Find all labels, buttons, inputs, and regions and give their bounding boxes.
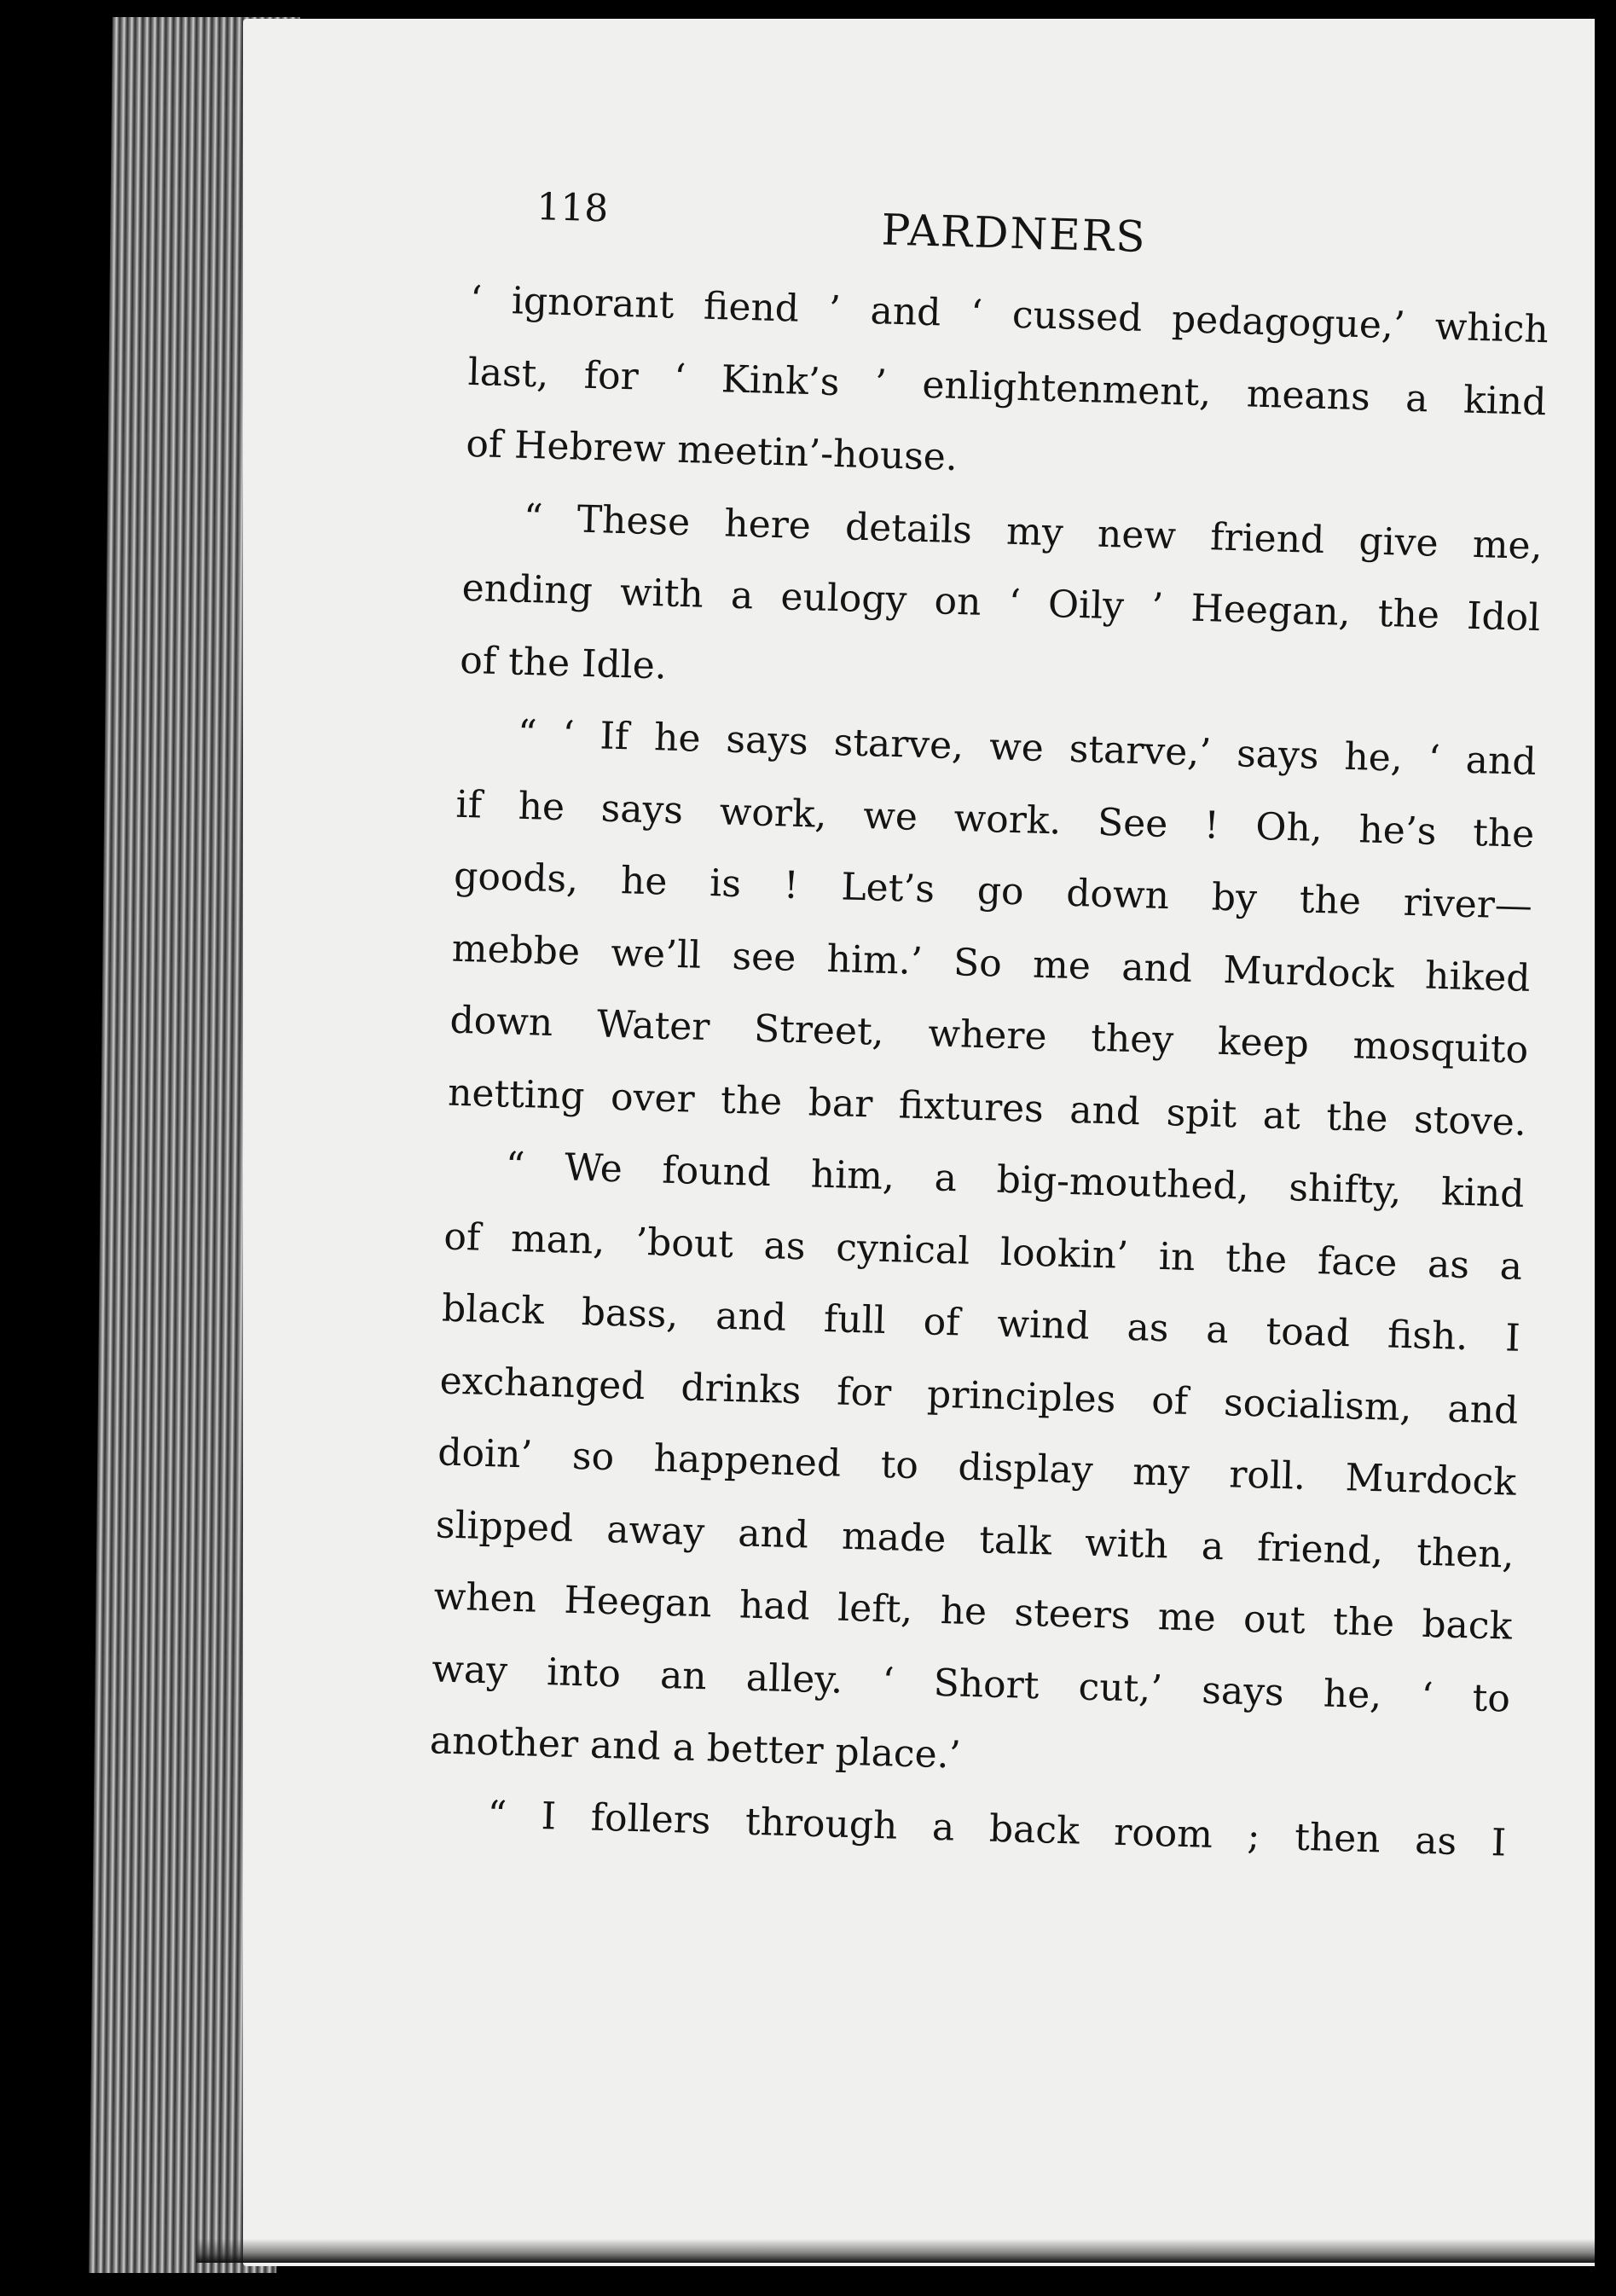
page-number: 118 (536, 185, 609, 231)
text-line: “ I follers through a back room ; then as I (486, 1792, 1507, 1865)
text-line: doin’ so happened to display my roll. Murdock (437, 1430, 1517, 1505)
paragraph (447, 697, 1538, 1159)
text-line: ‘ ignorant fiend ’ and ‘ cussed pedagogue,’ which (469, 277, 1549, 352)
text-line: “ ‘ If he says starve, we starve,’ says he, ‘ and (517, 711, 1538, 785)
text-line: slipped away and made talk with a friend, then, (435, 1502, 1515, 1577)
text-line: if he says work, we work. See ! Oh, he’s the (455, 782, 1535, 856)
text-line: netting over the bar fixtures and spit at the stove. (447, 1070, 1527, 1145)
text-line: last, for ‘ Kink’s ’ enlightenment, means a kind (467, 350, 1548, 424)
text-line: exchanged drinks for principles of socialism, and (439, 1358, 1520, 1433)
text-line: goods, he is ! Let’s go down by the river— (453, 854, 1533, 928)
page-text-block (426, 183, 1551, 1880)
text-line: of Hebrew meetin’-house. (465, 421, 959, 479)
text-line: of man, ’bout as cynical lookin’ in the face as a (443, 1215, 1523, 1289)
text-line: ending with a eulogy on ‘ Oily ’ Heegan, the Idol (461, 565, 1541, 641)
text-line: “ These here details my new friend give me, (523, 496, 1544, 568)
text-line: when Heegan had left, he steers me out the back (433, 1574, 1513, 1649)
page-bottom-edge (196, 2239, 1595, 2263)
text-line: way into an alley. ‘ Short cut,’ says he, ‘ to (431, 1646, 1511, 1721)
text-line: “ We found him, a big-mouthed, shifty, kind (505, 1144, 1526, 1216)
text-line: black bass, and full of wind as a toad fish. I (441, 1286, 1521, 1360)
paragraph (465, 264, 1549, 511)
running-title: PARDNERS (880, 205, 1148, 263)
text-line: of the Idle. (459, 638, 668, 688)
text-line: down Water Street, where they keep mosquito (449, 998, 1529, 1072)
text-line: mebbe we’ll see him.’ So me and Murdock hiked (451, 926, 1532, 1000)
paragraph (459, 480, 1544, 727)
paragraph (429, 1129, 1526, 1808)
text-line: another and a better place.’ (429, 1719, 962, 1777)
